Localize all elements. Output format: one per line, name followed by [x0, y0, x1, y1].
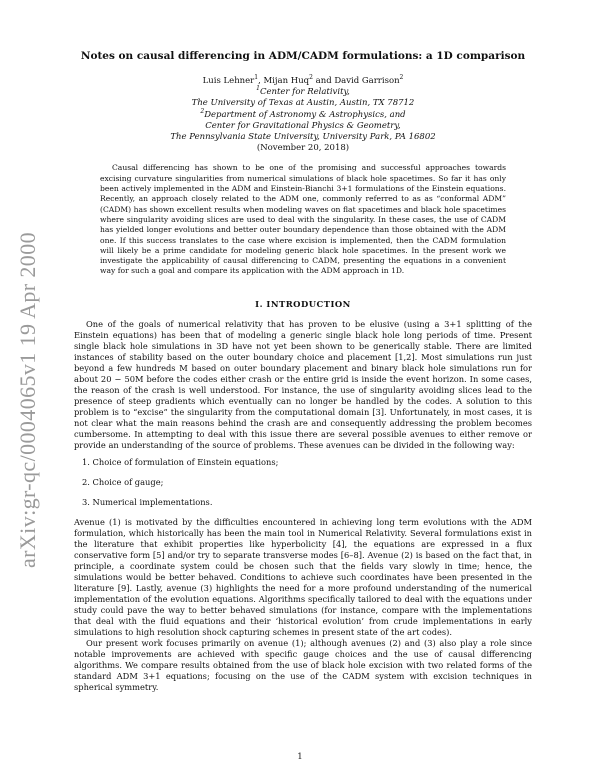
affiliation-2: $^2$Department of Astronomy & Astrophysics, and — [200, 107, 406, 120]
abstract: Causal differencing has shown to be one of the promising and successful approaches towards excising curvature singularities from numerical simulations of black hole spacetimes. So far it has only been actively implemented in the ADM and Einstein-Bianchi 3+1 formulations of the Einstein equations. Recently, an approach closely related to the ADM one, commonly referred to as as “conformal ADM” (CADM) has shown excellent results when modeling waves on flat spacetimes and black hole spacetimes where singularity avoiding slices are used to deal with the singularity. In these cases, the use of CADM has yielded longer evolutions and better outer boundary dependence than those obtained with the ADM one. If this success translates to the case where excision is implemented, then the CADM formulation will likely be a prime candidate for modeling generic black hole spacetimes. In the present work we investigate the applicability of causal differencing to CADM, presenting the equations in a convenient way for such a goal and compare its application with the ADM approach in 1D. — [100, 163, 506, 276]
author-line: Luis Lehner$^1$, Mijan Huq$^2$ and David Garrison$^2$ — [202, 74, 404, 86]
arxiv-stamp — [8, 200, 48, 600]
author-block — [74, 76, 532, 154]
affiliation-2-address: The Pennsylvania State University, University Park, PA 16802 — [170, 132, 436, 143]
paper-page — [74, 50, 532, 693]
list-item: 1. Choice of formulation of Einstein equations; — [82, 456, 279, 467]
paper-date: (November 20, 2018) — [256, 143, 350, 154]
list-item: 2. Choice of gauge; — [82, 476, 164, 487]
affiliation-2-center: Center for Gravitational Physics & Geometry, — [205, 120, 401, 131]
section-heading: I. INTRODUCTION — [255, 298, 351, 309]
affiliation-1-address: The University of Texas at Austin, Austin, TX 78712 — [191, 98, 415, 109]
intro-paragraph-2: Avenue (1) is motivated by the difficulties encountered in achieving long term evolutions with the ADM formulation, which historically has been the main tool in Numerical Relativity. Several formulations exist in the literature that exhibit properties like hyperbolicity [4], the equations are expressed in a flux conservative form [5] and/or try to separate transverse modes [6–8]. Avenue (2) is based on the fact that, in principle, a coordinate system could be chosen such that the fields vary slowly in time; hence, the simulations would be better behaved. Conditions to achieve such coordinates have been presented in the literature [9]. Lastly, avenue (3) highlights the need for a more profound understanding of the numerical implementation of the evolution equations. Algorithms specifically tailored to deal with the equations under study could pave the way to better behaved simulations (for instance, compare with the implementations that deal with the fluid equations and their ‘historical evolution’ from crude implementations in early simulations to high resolution shock capturing schemes in present state of the art codes). — [74, 516, 532, 637]
intro-paragraph-3: Our present work focuses primarily on avenue (1); although avenues (2) and (3) also play a role since notable improvements are achieved with specific gauge choices and the use of causal differencing algorithms. We compare results obtained from the use of black hole excision with two related forms of the standard ADM 3+1 equations; focusing on the use of the CADM system with excision techniques in spherical symmetry. — [74, 637, 532, 692]
arxiv-stamp-text: arXiv:gr-qc/0004065v1 19 Apr 2000 — [15, 232, 40, 568]
list-item: 3. Numerical implementations. — [82, 496, 213, 507]
intro-paragraph-1: One of the goals of numerical relativity that has proven to be elusive (using a 3+1 splitting of the Einstein equations) has been that of modeling a generic single black hole long periods of time. Present single black hole simulations in 3D have not yet been shown to be generically stable. There are limited instances of stability based on the outer boundary choice and placement [1,2]. Most simulations run just beyond a few hundreds M based on outer boundary placement and binary black hole simulations run for about 20 − 50M before the codes either crash or the entire grid is inside the event horizon. In some cases, the reason of the crash is well understood. For instance, the use of singularity avoiding slices lead to the presence of steep gradients which eventually can no longer be handled by the codes. A solution to this problem is to “excise” the singularity from the computational domain [3]. Unfortunately, in most cases, it is not clear what the main reasons behind the crash are and consequently addressing the problem becomes cumbersome. In attempting to deal with this issue there are several possible avenues to either remove or provide an understanding of the source of problems. These avenues can be divided in the following way: — [74, 318, 532, 450]
paper-title: Notes on causal differencing in ADM/CADM formulations: a 1D comparison — [80, 50, 526, 62]
page-number: 1 — [297, 752, 303, 762]
affiliation-1: $^1$Center for Relativity, — [256, 85, 350, 98]
avenues-list — [74, 457, 532, 508]
